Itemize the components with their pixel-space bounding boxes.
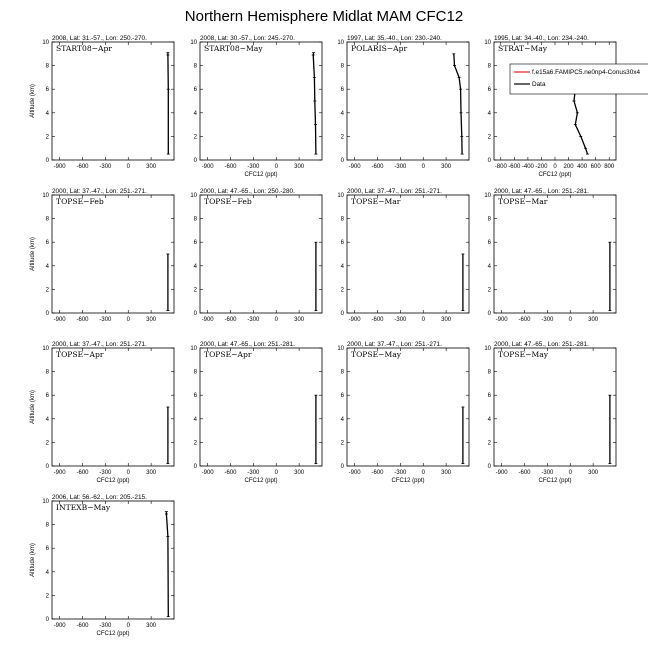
chart-panel [30,341,174,484]
x-tick-label: 0 [421,470,425,476]
campaign-label: TOPSE−Mar [498,197,548,206]
panel-header: 2000, Lat: 47.-65., Lon: 251.-281. [200,341,295,348]
x-tick-label: 0 [274,164,278,170]
panel-header: 2000, Lat: 37.-47., Lon: 251.-271. [347,341,442,348]
y-tick-label: 4 [193,263,197,270]
x-tick-label: -900 [495,317,508,323]
campaign-label: TOPSE−Apr [56,350,104,359]
y-tick-label: 10 [337,193,344,199]
campaign-label: TOPSE−Feb [204,197,252,206]
x-tick-label: 0 [421,164,425,170]
x-tick-label: 0 [274,470,278,476]
panel-header: 1995, Lat: 34.-40., Lon: 234.-240. [494,35,589,42]
y-tick-label: 6 [45,393,49,400]
y-tick-label: 4 [340,110,344,117]
chart-panel [484,188,616,323]
x-tick-label: -900 [201,317,214,323]
x-tick-label: -900 [53,623,66,629]
y-tick-label: 4 [487,416,491,423]
x-tick-label: 300 [146,317,157,323]
x-tick-label: -600 [518,317,531,323]
data-profile-line [454,54,462,154]
y-tick-label: 0 [45,617,49,623]
x-tick-label: -300 [247,164,260,170]
y-tick-label: 2 [340,134,344,141]
y-tick-label: 6 [45,240,49,247]
y-tick-label: 10 [484,193,491,199]
campaign-label: START08−May [204,44,263,53]
x-tick-label: -900 [201,164,214,170]
x-tick-label: 300 [294,317,305,323]
y-tick-label: 8 [45,216,49,223]
x-tick-label: -300 [99,623,112,629]
campaign-label: INTEXB−May [56,503,111,512]
y-tick-label: 0 [487,158,491,164]
y-tick-label: 8 [193,63,197,70]
y-tick-label: 2 [45,134,49,141]
x-tick-label: 0 [568,470,572,476]
plot-frame [52,348,174,466]
x-tick-label: 0 [568,317,572,323]
y-axis-label: Altitude (km) [30,237,36,271]
x-tick-label: -300 [247,470,260,476]
plot-frame [494,348,616,466]
y-axis-label: Altitude (km) [30,84,36,118]
x-tick-label: -900 [348,317,361,323]
y-tick-label: 2 [487,134,491,141]
chart-panel [190,341,322,484]
chart-panel [337,35,469,170]
y-tick-label: 2 [487,287,491,294]
y-tick-label: 2 [45,440,49,447]
y-tick-label: 8 [193,216,197,223]
x-tick-label: -600 [224,470,237,476]
chart-panel [190,35,322,178]
data-profile-line [166,512,168,617]
x-tick-label: -300 [99,164,112,170]
x-tick-label: 400 [577,164,588,170]
x-tick-label: -900 [348,164,361,170]
x-tick-label: 0 [126,623,130,629]
x-tick-label: 0 [126,164,130,170]
x-tick-label: 300 [294,164,305,170]
y-tick-label: 8 [340,369,344,376]
x-axis-label: CFC12 (ppt) [244,172,278,178]
panel-header: 2006, Lat: 56.-62., Lon: 205.-215. [52,494,147,501]
y-tick-label: 8 [487,369,491,376]
x-tick-label: -600 [76,623,89,629]
y-tick-label: 4 [193,110,197,117]
y-tick-label: 10 [42,40,49,46]
chart-panel [30,35,174,170]
y-tick-label: 4 [45,110,49,117]
y-tick-label: 10 [42,193,49,199]
y-tick-label: 8 [45,522,49,529]
x-axis-label: CFC12 (ppt) [538,172,572,178]
y-tick-label: 4 [487,263,491,270]
y-tick-label: 0 [340,311,344,317]
y-tick-label: 2 [193,287,197,294]
plot-frame [347,195,469,313]
x-tick-label: -300 [541,317,554,323]
x-tick-label: -300 [541,470,554,476]
y-tick-label: 2 [487,440,491,447]
y-tick-label: 10 [337,40,344,46]
x-tick-label: -900 [201,470,214,476]
campaign-label: TOPSE−May [498,350,549,359]
y-tick-label: 6 [45,87,49,94]
chart-panel [30,188,174,323]
y-tick-label: 6 [45,546,49,553]
y-tick-label: 0 [45,158,49,164]
panel-header: 2000, Lat: 47.-65., Lon: 251.-281. [494,341,589,348]
y-tick-label: 0 [45,311,49,317]
y-tick-label: 4 [193,416,197,423]
y-tick-label: 10 [484,346,491,352]
y-tick-label: 2 [45,593,49,600]
y-tick-label: 2 [193,134,197,141]
y-tick-label: 8 [193,369,197,376]
y-tick-label: 6 [487,87,491,94]
panel-header: 2008, Lat: 31.-57., Lon: 250.-270. [52,35,147,42]
y-tick-label: 2 [45,287,49,294]
y-tick-label: 0 [487,464,491,470]
campaign-label: TOPSE−Feb [56,197,104,206]
y-tick-label: 0 [45,464,49,470]
plot-frame [52,195,174,313]
y-tick-label: 2 [340,440,344,447]
chart-panel [190,188,322,323]
y-axis-label: Altitude (km) [30,390,36,424]
panel-header: 2000, Lat: 37.-47., Lon: 251.-271. [52,188,147,195]
x-axis-label: CFC12 (ppt) [244,478,278,484]
x-tick-label: 300 [294,470,305,476]
campaign-label: TOPSE−May [351,350,402,359]
panel-header: 2000, Lat: 37.-47., Lon: 251.-271. [347,188,442,195]
x-tick-label: 0 [126,470,130,476]
x-tick-label: 300 [588,317,599,323]
x-tick-label: 300 [441,317,452,323]
x-tick-label: 0 [553,164,557,170]
plot-frame [52,42,174,160]
panel-header: 2000, Lat: 47.-65., Lon: 251.-281. [494,188,589,195]
x-axis-label: CFC12 (ppt) [96,631,130,637]
campaign-label: POLARIS−Apr [351,44,408,53]
x-tick-label: -300 [394,317,407,323]
x-tick-label: 0 [274,317,278,323]
x-tick-label: -300 [394,470,407,476]
x-tick-label: -900 [53,164,66,170]
x-tick-label: -300 [99,470,112,476]
plot-frame [200,348,322,466]
legend-model-label: f.e15a6.FAMIPC5.ne0np4-Conus30x4 [532,69,641,76]
x-axis-label: CFC12 (ppt) [538,478,572,484]
x-tick-label: -600 [224,317,237,323]
plot-frame [200,42,322,160]
x-tick-label: 0 [126,317,130,323]
y-tick-label: 4 [340,263,344,270]
x-axis-label: CFC12 (ppt) [391,478,425,484]
y-tick-label: 10 [190,193,197,199]
x-tick-label: 300 [588,470,599,476]
x-tick-label: -300 [99,317,112,323]
panel-header: 2008, Lat: 30.-57., Lon: 245.-270. [200,35,295,42]
chart-panel [337,188,469,323]
plot-frame [494,42,616,160]
x-tick-label: -600 [371,470,384,476]
campaign-label: TOPSE−Apr [204,350,252,359]
chart-panel [484,341,616,484]
y-axis-label: Altitude (km) [30,543,36,577]
x-tick-label: -600 [371,317,384,323]
x-tick-label: -200 [535,164,548,170]
plot-frame [347,42,469,160]
y-tick-label: 8 [340,216,344,223]
y-tick-label: 8 [45,63,49,70]
y-tick-label: 4 [487,110,491,117]
y-tick-label: 10 [42,346,49,352]
campaign-label: START08−Apr [56,44,112,53]
y-tick-label: 6 [193,393,197,400]
x-tick-label: 300 [146,623,157,629]
x-tick-label: 800 [604,164,615,170]
plot-frame [347,348,469,466]
chart-panel [337,341,469,484]
x-tick-label: -600 [76,470,89,476]
y-tick-label: 10 [42,499,49,505]
y-tick-label: 4 [340,416,344,423]
y-tick-label: 6 [487,240,491,247]
x-tick-label: -300 [247,317,260,323]
y-tick-label: 10 [484,40,491,46]
x-tick-label: 600 [590,164,601,170]
plot-frame [200,195,322,313]
panel-header: 2000, Lat: 47.-65., Lon: 250.-280. [200,188,295,195]
y-tick-label: 0 [340,158,344,164]
y-tick-label: 2 [340,287,344,294]
legend-data-label: Data [532,81,546,88]
x-tick-label: -900 [495,470,508,476]
x-tick-label: -900 [53,470,66,476]
y-tick-label: 10 [337,346,344,352]
y-tick-label: 8 [45,369,49,376]
figure-title: Northern Hemisphere Midlat MAM CFC12 [184,8,464,25]
y-tick-label: 10 [190,346,197,352]
x-tick-label: -600 [224,164,237,170]
x-tick-label: -300 [394,164,407,170]
x-tick-label: 300 [146,164,157,170]
y-tick-label: 0 [193,464,197,470]
panel-header: 2000, Lat: 37.-47., Lon: 251.-271. [52,341,147,348]
y-tick-label: 6 [340,393,344,400]
x-tick-label: 300 [146,470,157,476]
y-tick-label: 8 [487,216,491,223]
x-tick-label: -600 [508,164,521,170]
y-tick-label: 8 [487,63,491,70]
chart-panel [30,494,174,637]
y-tick-label: 4 [45,263,49,270]
campaign-label: TOPSE−Mar [351,197,401,206]
y-tick-label: 8 [340,63,344,70]
y-tick-label: 10 [190,40,197,46]
x-tick-label: 200 [563,164,574,170]
y-tick-label: 4 [45,416,49,423]
campaign-label: STRAT−May [498,44,548,53]
y-tick-label: 4 [45,569,49,576]
y-tick-label: 6 [193,240,197,247]
x-tick-label: -600 [76,164,89,170]
y-tick-label: 0 [193,311,197,317]
x-tick-label: -400 [521,164,534,170]
x-tick-label: -600 [371,164,384,170]
x-tick-label: -900 [53,317,66,323]
plot-frame [52,501,174,619]
x-tick-label: -900 [348,470,361,476]
x-tick-label: -600 [518,470,531,476]
panel-header: 1997, Lat: 35.-40., Lon: 230.-240. [347,35,442,42]
x-tick-label: -800 [494,164,507,170]
x-tick-label: 0 [421,317,425,323]
x-tick-label: -600 [76,317,89,323]
y-tick-label: 6 [487,393,491,400]
chart-panel [484,35,648,178]
y-tick-label: 2 [193,440,197,447]
y-tick-label: 6 [340,87,344,94]
x-tick-label: 300 [441,470,452,476]
y-tick-label: 0 [193,158,197,164]
y-tick-label: 0 [340,464,344,470]
x-axis-label: CFC12 (ppt) [96,478,130,484]
y-tick-label: 6 [340,240,344,247]
y-tick-label: 6 [193,87,197,94]
data-profile-line [313,53,316,155]
plot-frame [494,195,616,313]
x-tick-label: 300 [441,164,452,170]
y-tick-label: 0 [487,311,491,317]
